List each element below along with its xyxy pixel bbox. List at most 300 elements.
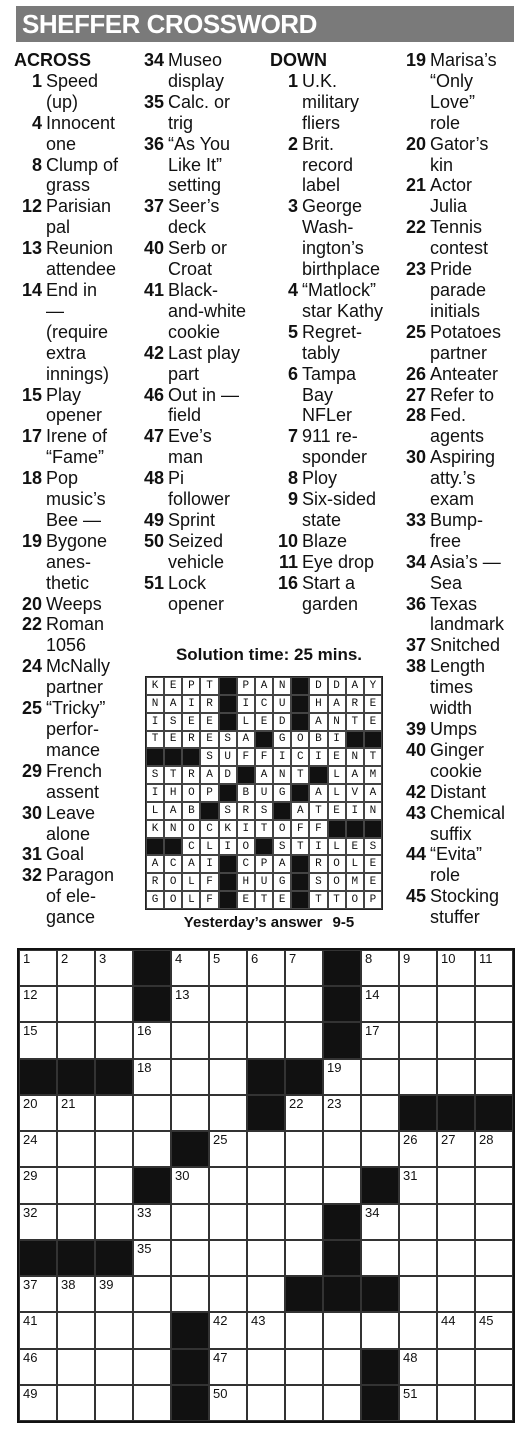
grid-block-cell [57, 1240, 95, 1276]
yesterday-label: Yesterday’s answer [183, 914, 323, 931]
grid-entry-cell[interactable] [285, 1167, 323, 1203]
cell-number: 12 [23, 987, 38, 1003]
grid-block-cell [323, 1204, 361, 1240]
grid-entry-cell[interactable] [209, 986, 247, 1022]
answer-block-cell [346, 731, 364, 749]
grid-entry-cell[interactable] [133, 1131, 171, 1167]
clue-number: 39 [405, 719, 426, 739]
across-clue [14, 865, 132, 928]
answer-letter-cell: L [146, 802, 164, 820]
grid-entry-cell[interactable] [57, 986, 95, 1022]
grid-entry-cell[interactable] [133, 1385, 171, 1421]
grid-entry-cell[interactable] [247, 1240, 285, 1276]
grid-entry-cell[interactable] [209, 1022, 247, 1058]
grid-entry-cell[interactable] [57, 1385, 95, 1421]
grid-entry-cell[interactable] [399, 1312, 437, 1348]
grid-entry-cell[interactable] [285, 1131, 323, 1167]
answer-block-cell [273, 802, 291, 820]
clue-text: Ploy [302, 468, 338, 489]
grid-entry-cell[interactable] [475, 1240, 513, 1276]
grid-entry-cell[interactable] [361, 1095, 399, 1131]
clue-number: 23 [405, 259, 426, 280]
down-clue [398, 740, 528, 782]
grid-entry-cell[interactable] [361, 1131, 399, 1167]
grid-block-cell [171, 1349, 209, 1385]
answer-letter-cell: M [364, 766, 382, 784]
grid-entry-cell[interactable] [475, 1312, 513, 1348]
down-clue [270, 573, 398, 615]
grid-entry-cell[interactable] [399, 1276, 437, 1312]
answer-letter-cell: R [346, 695, 364, 713]
cell-number: 39 [99, 1277, 114, 1293]
grid-entry-cell[interactable] [437, 1167, 475, 1203]
answer-letter-cell: E [182, 713, 200, 731]
grid-entry-cell[interactable] [57, 1022, 95, 1058]
grid-entry-cell[interactable] [437, 1204, 475, 1240]
answer-letter-cell: T [328, 891, 346, 909]
answer-letter-cell: N [328, 713, 346, 731]
grid-entry-cell[interactable] [247, 1349, 285, 1385]
grid-entry-cell[interactable] [133, 1312, 171, 1348]
grid-entry-cell[interactable] [171, 1059, 209, 1095]
clue-text: Marisa’s “Only Love” role [430, 50, 497, 133]
grid-entry-cell[interactable] [171, 1276, 209, 1312]
grid-entry-cell[interactable] [247, 986, 285, 1022]
grid-entry-cell[interactable] [95, 950, 133, 986]
clue-number: 40 [405, 739, 426, 760]
grid-entry-cell[interactable] [19, 1022, 57, 1058]
grid-entry-cell[interactable] [133, 1059, 171, 1095]
answer-letter-cell: C [182, 838, 200, 856]
clue-number: 5 [287, 321, 298, 342]
clue-number: 25 [21, 698, 42, 719]
answer-letter-cell: I [346, 802, 364, 820]
grid-entry-cell[interactable] [171, 1204, 209, 1240]
grid-entry-cell[interactable] [399, 986, 437, 1022]
grid-entry-cell[interactable] [323, 1095, 361, 1131]
grid-entry-cell[interactable] [399, 1131, 437, 1167]
clue-number: 28 [405, 405, 426, 426]
answer-letter-cell: E [164, 677, 182, 695]
answer-letter-cell: D [328, 677, 346, 695]
answer-letter-cell: S [255, 802, 273, 820]
clue-text: Eve’s man [168, 426, 212, 468]
clue-text: “Matlock” star Kathy [302, 279, 384, 321]
grid-entry-cell[interactable] [133, 1204, 171, 1240]
grid-entry-cell[interactable] [399, 1059, 437, 1095]
grid-entry-cell[interactable] [323, 1167, 361, 1203]
grid-entry-cell[interactable] [399, 1385, 437, 1421]
clue-number: 37 [405, 635, 426, 656]
clue-text: Pride parade initials [430, 259, 487, 321]
grid-entry-cell[interactable] [19, 986, 57, 1022]
answer-letter-cell: U [255, 873, 273, 891]
grid-entry-cell[interactable] [209, 1131, 247, 1167]
grid-entry-cell[interactable] [437, 1131, 475, 1167]
answer-letter-cell: R [200, 695, 218, 713]
clue-text: Anteater [430, 363, 499, 384]
grid-entry-cell[interactable] [361, 1022, 399, 1058]
clue-number: 17 [21, 426, 42, 447]
answer-letter-cell: S [219, 731, 237, 749]
answer-letter-cell: O [328, 855, 346, 873]
answer-letter-cell: F [200, 891, 218, 909]
clue-number: 22 [21, 614, 42, 635]
answer-letter-cell: M [346, 873, 364, 891]
clue-number: 2 [287, 133, 298, 154]
clue-number: 40 [143, 238, 164, 259]
grid-entry-cell[interactable] [399, 1022, 437, 1058]
across-clue [136, 238, 271, 280]
clue-text: Black- and-white cookie [168, 279, 247, 342]
grid-entry-cell[interactable] [133, 1349, 171, 1385]
grid-entry-cell[interactable] [437, 1059, 475, 1095]
clue-number: 13 [21, 238, 42, 259]
grid-block-cell [323, 950, 361, 986]
grid-entry-cell[interactable] [323, 1312, 361, 1348]
grid-entry-cell[interactable] [95, 1349, 133, 1385]
answer-block-cell [364, 731, 382, 749]
down-clues-column-1 [270, 50, 398, 614]
clue-text: French assent [46, 760, 103, 802]
answer-letter-cell: K [146, 677, 164, 695]
grid-entry-cell[interactable] [209, 1385, 247, 1421]
answer-letter-cell: B [182, 802, 200, 820]
down-clue [398, 510, 528, 552]
grid-entry-cell[interactable] [95, 1095, 133, 1131]
puzzle-grid [17, 948, 515, 1423]
down-clue [270, 322, 398, 364]
grid-entry-cell[interactable] [209, 1059, 247, 1095]
cell-number: 41 [23, 1313, 38, 1329]
grid-entry-cell[interactable] [209, 1240, 247, 1276]
across-clue [136, 196, 271, 238]
clue-text: Bump- free [430, 509, 484, 551]
grid-entry-cell[interactable] [133, 1240, 171, 1276]
grid-entry-cell[interactable] [437, 1276, 475, 1312]
answer-letter-cell: E [364, 695, 382, 713]
grid-entry-cell[interactable] [95, 1312, 133, 1348]
clue-number: 33 [405, 509, 426, 530]
clue-text: Lock opener [168, 572, 225, 614]
clue-number: 11 [278, 551, 298, 572]
grid-entry-cell[interactable] [323, 1131, 361, 1167]
clue-number: 50 [143, 530, 164, 551]
answer-letter-cell: R [182, 731, 200, 749]
answer-letter-cell: C [164, 855, 182, 873]
grid-entry-cell[interactable] [171, 1022, 209, 1058]
clue-number: 3 [287, 196, 298, 217]
down-clue [398, 50, 528, 134]
answer-letter-cell: C [200, 820, 218, 838]
grid-entry-cell[interactable] [285, 1204, 323, 1240]
grid-entry-cell[interactable] [475, 1276, 513, 1312]
grid-entry-cell[interactable] [399, 1349, 437, 1385]
grid-entry-cell[interactable] [285, 1022, 323, 1058]
grid-entry-cell[interactable] [285, 1385, 323, 1421]
grid-entry-cell[interactable] [57, 950, 95, 986]
grid-entry-cell[interactable] [247, 1312, 285, 1348]
grid-entry-cell[interactable] [95, 1167, 133, 1203]
grid-entry-cell[interactable] [437, 1349, 475, 1385]
grid-entry-cell[interactable] [247, 1022, 285, 1058]
clue-number: 4 [287, 279, 298, 300]
grid-entry-cell[interactable] [209, 1349, 247, 1385]
grid-entry-cell[interactable] [19, 1167, 57, 1203]
cell-number: 45 [479, 1313, 494, 1329]
clue-text: Calc. or trig [168, 91, 231, 133]
grid-entry-cell[interactable] [361, 1312, 399, 1348]
answer-letter-cell: F [309, 820, 327, 838]
answer-letter-cell: F [291, 820, 309, 838]
grid-entry-cell[interactable] [323, 1349, 361, 1385]
clue-number: 14 [21, 279, 42, 300]
grid-entry-cell[interactable] [57, 1095, 95, 1131]
grid-entry-cell[interactable] [247, 950, 285, 986]
across-clue [14, 196, 132, 238]
answer-letter-cell: L [346, 855, 364, 873]
clue-text: Leave alone [46, 802, 96, 844]
clue-number: 45 [405, 886, 426, 907]
grid-entry-cell[interactable] [437, 1312, 475, 1348]
grid-entry-cell[interactable] [475, 1349, 513, 1385]
grid-entry-cell[interactable] [171, 1167, 209, 1203]
grid-block-cell [171, 1312, 209, 1348]
grid-entry-cell[interactable] [19, 950, 57, 986]
grid-entry-cell[interactable] [133, 1276, 171, 1312]
answer-letter-cell: R [237, 802, 255, 820]
answer-letter-cell: C [291, 748, 309, 766]
grid-block-cell [361, 1276, 399, 1312]
grid-entry-cell[interactable] [19, 1131, 57, 1167]
grid-entry-cell[interactable] [95, 986, 133, 1022]
answer-letter-cell: F [255, 748, 273, 766]
grid-entry-cell[interactable] [57, 1167, 95, 1203]
answer-letter-cell: S [219, 802, 237, 820]
grid-block-cell [133, 986, 171, 1022]
answer-letter-cell: O [328, 873, 346, 891]
answer-block-cell [219, 713, 237, 731]
grid-entry-cell[interactable] [437, 1022, 475, 1058]
grid-entry-cell[interactable] [437, 950, 475, 986]
down-clue [398, 782, 528, 803]
grid-entry-cell[interactable] [209, 1276, 247, 1312]
grid-entry-cell[interactable] [95, 1204, 133, 1240]
answer-letter-cell: N [273, 677, 291, 695]
grid-entry-cell[interactable] [475, 950, 513, 986]
answer-block-cell [364, 820, 382, 838]
answer-letter-cell: R [309, 855, 327, 873]
grid-entry-cell[interactable] [171, 950, 209, 986]
answer-letter-cell: A [291, 802, 309, 820]
answer-block-cell [146, 748, 164, 766]
cell-number: 10 [441, 951, 456, 966]
cell-number: 33 [137, 1204, 152, 1220]
grid-entry-cell[interactable] [19, 1095, 57, 1131]
clue-number: 8 [287, 468, 298, 489]
grid-block-cell [171, 1385, 209, 1421]
clue-text: Reunion attendee [46, 238, 117, 280]
answer-letter-cell: O [164, 873, 182, 891]
down-clue [270, 364, 398, 427]
grid-entry-cell[interactable] [95, 1385, 133, 1421]
grid-entry-cell[interactable] [57, 1204, 95, 1240]
grid-entry-cell[interactable] [133, 1022, 171, 1058]
answer-block-cell [255, 731, 273, 749]
answer-letter-cell: B [237, 784, 255, 802]
answer-letter-cell: A [164, 695, 182, 713]
clue-text: “Tricky” perfor- mance [46, 698, 106, 760]
grid-block-cell [361, 1385, 399, 1421]
grid-entry-cell[interactable] [247, 1204, 285, 1240]
cell-number: 49 [23, 1385, 38, 1401]
grid-entry-cell[interactable] [171, 1240, 209, 1276]
answer-letter-cell: A [237, 731, 255, 749]
clue-number: 29 [21, 760, 42, 781]
clue-number: 20 [21, 593, 42, 614]
answer-letter-cell: S [146, 766, 164, 784]
grid-entry-cell[interactable] [361, 986, 399, 1022]
answer-letter-cell: H [164, 784, 182, 802]
grid-entry-cell[interactable] [285, 1349, 323, 1385]
across-clue [136, 385, 271, 427]
answer-letter-cell: A [255, 677, 273, 695]
grid-entry-cell[interactable] [209, 1312, 247, 1348]
grid-entry-cell[interactable] [399, 1240, 437, 1276]
answer-letter-cell: I [309, 748, 327, 766]
grid-entry-cell[interactable] [475, 1022, 513, 1058]
answer-block-cell [291, 677, 309, 695]
down-heading: DOWN [270, 50, 327, 70]
answer-block-cell [291, 855, 309, 873]
grid-entry-cell[interactable] [57, 1131, 95, 1167]
grid-entry-cell[interactable] [133, 1095, 171, 1131]
grid-entry-cell[interactable] [361, 950, 399, 986]
clue-number: 44 [405, 844, 426, 865]
answer-letter-cell: F [237, 748, 255, 766]
grid-entry-cell[interactable] [95, 1131, 133, 1167]
grid-entry-cell[interactable] [171, 986, 209, 1022]
grid-entry-cell[interactable] [475, 1204, 513, 1240]
clue-text: 911 re- sponder [302, 426, 368, 468]
grid-entry-cell[interactable] [95, 1276, 133, 1312]
grid-entry-cell[interactable] [399, 1204, 437, 1240]
grid-entry-cell[interactable] [19, 1385, 57, 1421]
grid-entry-cell[interactable] [19, 1349, 57, 1385]
across-heading: ACROSS [14, 50, 92, 70]
answer-block-cell [219, 784, 237, 802]
grid-entry-cell[interactable] [323, 1059, 361, 1095]
grid-entry-cell[interactable] [399, 1167, 437, 1203]
cell-number: 46 [23, 1349, 38, 1365]
clue-number: 31 [21, 844, 42, 865]
grid-block-cell [95, 1240, 133, 1276]
grid-entry-cell[interactable] [57, 1276, 95, 1312]
answer-block-cell [219, 891, 237, 909]
grid-entry-cell[interactable] [209, 1167, 247, 1203]
answer-letter-cell: G [273, 784, 291, 802]
grid-entry-cell[interactable] [437, 1240, 475, 1276]
clue-number: 43 [405, 802, 426, 823]
across-clue [14, 656, 132, 698]
grid-block-cell [171, 1131, 209, 1167]
grid-entry-cell[interactable] [285, 1240, 323, 1276]
grid-entry-cell[interactable] [209, 950, 247, 986]
down-clue [398, 886, 528, 928]
grid-entry-cell[interactable] [323, 1385, 361, 1421]
grid-entry-cell[interactable] [361, 1204, 399, 1240]
grid-entry-cell[interactable] [247, 1385, 285, 1421]
cell-number: 1 [23, 951, 31, 966]
grid-entry-cell[interactable] [475, 986, 513, 1022]
answer-letter-cell: E [200, 713, 218, 731]
answer-letter-cell: E [364, 873, 382, 891]
grid-entry-cell[interactable] [247, 1131, 285, 1167]
answer-letter-cell: E [237, 891, 255, 909]
cell-number: 21 [61, 1095, 76, 1111]
clue-text: Roman 1056 [46, 614, 105, 656]
grid-entry-cell[interactable] [475, 1059, 513, 1095]
clue-number: 9 [287, 489, 298, 510]
cell-number: 37 [23, 1277, 38, 1293]
grid-entry-cell[interactable] [475, 1131, 513, 1167]
grid-entry-cell[interactable] [361, 1059, 399, 1095]
down-clue [398, 364, 528, 385]
grid-entry-cell[interactable] [399, 950, 437, 986]
answer-letter-cell: A [346, 677, 364, 695]
grid-entry-cell[interactable] [437, 1385, 475, 1421]
grid-entry-cell[interactable] [19, 1276, 57, 1312]
grid-entry-cell[interactable] [285, 1312, 323, 1348]
grid-entry-cell[interactable] [475, 1167, 513, 1203]
answer-letter-cell: F [200, 873, 218, 891]
grid-entry-cell[interactable] [171, 1095, 209, 1131]
grid-entry-cell[interactable] [57, 1312, 95, 1348]
down-clue [270, 531, 398, 552]
grid-entry-cell[interactable] [285, 1095, 323, 1131]
grid-entry-cell[interactable] [19, 1204, 57, 1240]
grid-entry-cell[interactable] [285, 950, 323, 986]
grid-entry-cell[interactable] [285, 986, 323, 1022]
grid-entry-cell[interactable] [209, 1204, 247, 1240]
down-clue [398, 175, 528, 217]
grid-entry-cell[interactable] [209, 1095, 247, 1131]
grid-entry-cell[interactable] [247, 1167, 285, 1203]
grid-block-cell [247, 1059, 285, 1095]
grid-block-cell [57, 1059, 95, 1095]
grid-entry-cell[interactable] [95, 1022, 133, 1058]
grid-entry-cell[interactable] [247, 1276, 285, 1312]
grid-entry-cell[interactable] [57, 1349, 95, 1385]
clue-number: 1 [287, 70, 298, 91]
answer-letter-cell: N [146, 695, 164, 713]
answer-letter-cell: I [219, 838, 237, 856]
grid-entry-cell[interactable] [475, 1385, 513, 1421]
clue-number: 34 [405, 551, 426, 572]
grid-entry-cell[interactable] [437, 986, 475, 1022]
grid-entry-cell[interactable] [19, 1312, 57, 1348]
answer-letter-cell: A [164, 802, 182, 820]
answer-block-cell [219, 855, 237, 873]
answer-letter-cell: L [182, 873, 200, 891]
answer-block-cell [255, 838, 273, 856]
clue-number: 19 [21, 530, 42, 551]
cell-number: 35 [137, 1240, 152, 1256]
cell-number: 44 [441, 1313, 456, 1329]
answer-letter-cell: C [255, 695, 273, 713]
answer-block-cell [346, 820, 364, 838]
grid-entry-cell[interactable] [361, 1240, 399, 1276]
